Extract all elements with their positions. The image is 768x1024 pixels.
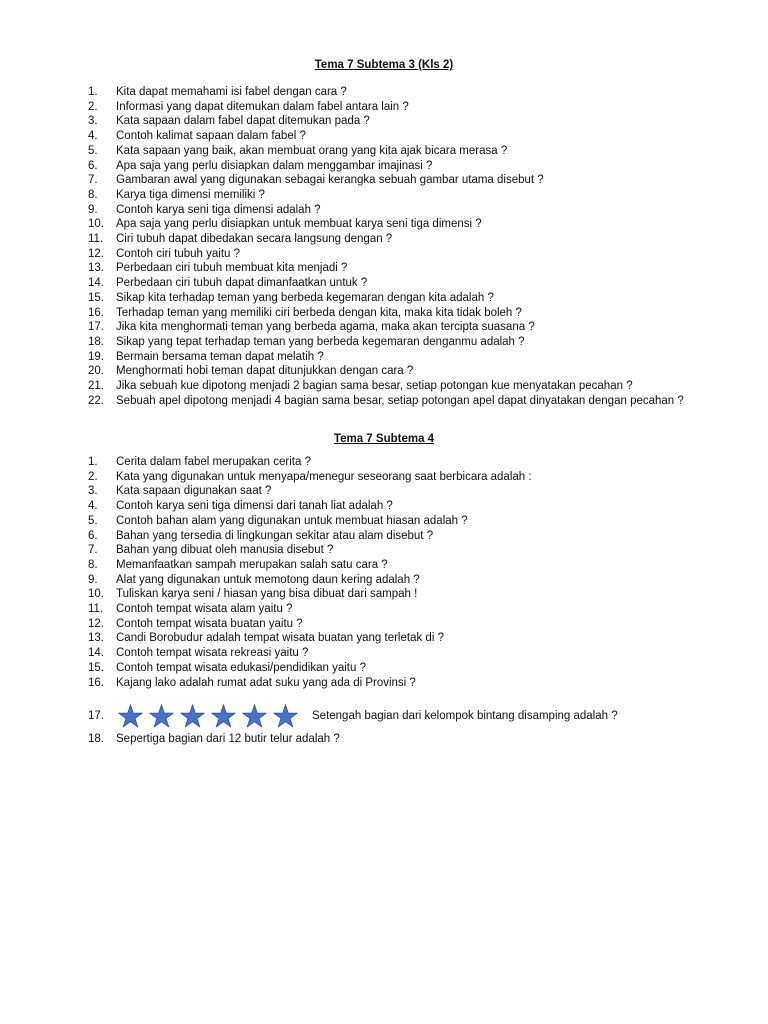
- question-text: Sikap kita terhadap teman yang berbeda kegemaran dengan kita adalah ?: [116, 291, 494, 304]
- list-item: [88, 484, 698, 499]
- question-number: 9.: [88, 203, 98, 216]
- list-item: [88, 247, 698, 262]
- list-item: [88, 159, 698, 174]
- question-number: 2.: [88, 470, 98, 483]
- question-text: Informasi yang dapat ditemukan dalam fabel antara lain ?: [116, 100, 409, 113]
- question-number: 15.: [88, 661, 104, 674]
- question-text: Apa saja yang perlu disiapkan untuk membuat karya seni tiga dimensi ?: [116, 218, 482, 231]
- question-number: 14.: [88, 277, 104, 290]
- list-item: [88, 129, 698, 144]
- question-number: 1.: [88, 456, 98, 468]
- question-number: 11.: [88, 603, 104, 616]
- question-text: Apa saja yang perlu disiapkan dalam menggambar imajinasi ?: [116, 159, 433, 172]
- question-text: Contoh tempat wisata edukasi/pendidikan yaitu ?: [116, 661, 366, 674]
- question-text: Contoh tempat wisata alam yaitu ?: [116, 603, 293, 616]
- list-item: [88, 470, 698, 485]
- question-number: 4.: [88, 130, 98, 143]
- question-number: 20.: [88, 365, 104, 378]
- list-item: [88, 499, 698, 514]
- question-number: 10.: [88, 588, 104, 601]
- question-number: 7.: [88, 544, 98, 557]
- question-number: 21.: [88, 380, 104, 393]
- list-item: [88, 144, 698, 159]
- question-text: Bahan yang dibuat oleh manusia disebut ?: [116, 544, 334, 557]
- question-text: Ciri tubuh dapat dibedakan secara langsung dengan ?: [116, 233, 393, 246]
- question-text: Candi Borobudur adalah tempat wisata buatan yang terletak di ?: [116, 632, 444, 645]
- list-item: [88, 203, 698, 218]
- star-group: [116, 704, 300, 728]
- question-number: 12.: [88, 617, 104, 630]
- list-item: [88, 320, 698, 335]
- question-text: Perbedaan ciri tubuh membuat kita menjadi ?: [116, 262, 348, 275]
- question-number: 16.: [88, 676, 104, 689]
- question-number: 5.: [88, 514, 98, 527]
- question-number: 7.: [88, 174, 98, 187]
- section-2-question-list: [88, 455, 698, 690]
- list-item: [88, 587, 698, 602]
- question-text: Kata sapaan dalam fabel dapat ditemukan pada ?: [116, 115, 370, 128]
- star-icon: [209, 704, 238, 728]
- question-number: 8.: [88, 558, 98, 571]
- question-number: 3.: [88, 485, 98, 498]
- list-item: [88, 631, 698, 646]
- list-item: [88, 617, 698, 632]
- question-number: 1.: [88, 86, 98, 98]
- question-number: 17.: [88, 710, 104, 722]
- question-text: Sepertiga bagian dari 12 butir telur adalah ?: [116, 733, 340, 745]
- list-item: [88, 85, 698, 100]
- list-item: [88, 114, 698, 129]
- question-text: Gambaran awal yang digunakan sebagai kerangka sebuah gambar utama disebut ?: [116, 174, 544, 187]
- question-number: 17.: [88, 321, 104, 334]
- star-question: [88, 704, 698, 728]
- star-icon: [240, 704, 269, 728]
- question-number: 18.: [88, 733, 104, 745]
- list-item: [88, 276, 698, 291]
- question-text: Jika kita menghormati teman yang berbeda agama, maka akan tercipta suasana ?: [116, 321, 535, 334]
- question-number: 14.: [88, 647, 104, 660]
- question-text: Alat yang digunakan untuk memotong daun kering adalah ?: [116, 573, 420, 586]
- list-item: [88, 173, 698, 188]
- list-item: [88, 350, 698, 365]
- list-item: [88, 602, 698, 617]
- question-text: Bermain bersama teman dapat melatih ?: [116, 350, 324, 363]
- list-item: [88, 394, 698, 409]
- list-item: [88, 455, 698, 470]
- question-text: Kata sapaan yang baik, akan membuat orang yang kita ajak bicara merasa ?: [116, 144, 508, 157]
- question-text: Memanfaatkan sampah merupakan salah satu cara ?: [116, 558, 388, 571]
- list-item: [88, 232, 698, 247]
- section-1-question-list: [88, 85, 698, 408]
- list-item: [88, 676, 698, 691]
- list-item: [88, 543, 698, 558]
- question-text: Contoh tempat wisata buatan yaitu ?: [116, 617, 303, 630]
- question-number: 13.: [88, 632, 104, 645]
- question-number: 11.: [88, 233, 104, 246]
- question-text: Perbedaan ciri tubuh dapat dimanfaatkan untuk ?: [116, 277, 368, 290]
- list-item: [88, 306, 698, 321]
- question-number: 18.: [88, 335, 104, 348]
- star-icon: [178, 704, 207, 728]
- section-1-title: Tema 7 Subtema 3 (Kls 2): [314, 59, 454, 71]
- list-item: [88, 646, 698, 661]
- list-item: [88, 661, 698, 676]
- question-number: 13.: [88, 262, 104, 275]
- question-number: 5.: [88, 144, 98, 157]
- question-text: Setengah bagian dari kelompok bintang disamping adalah ?: [312, 710, 618, 722]
- question-text: Karya tiga dimensi memiliki ?: [116, 188, 265, 201]
- list-item: [88, 100, 698, 115]
- section-2-title: Tema 7 Subtema 4: [333, 433, 435, 445]
- question-number: 16.: [88, 306, 104, 319]
- question-number: 4.: [88, 500, 98, 513]
- list-item: [88, 529, 698, 544]
- list-item: [88, 514, 698, 529]
- list-item: [88, 573, 698, 588]
- list-item: [88, 335, 698, 350]
- question-number: 12.: [88, 247, 104, 260]
- question-text: Contoh karya seni tiga dimensi dari tanah liat adalah ?: [116, 500, 393, 513]
- question-text: Contoh tempat wisata rekreasi yaitu ?: [116, 647, 309, 660]
- question-number: 22.: [88, 394, 104, 407]
- question-text: Menghormati hobi teman dapat ditunjukkan dengan cara ?: [116, 365, 414, 378]
- list-item: [88, 291, 698, 306]
- question-number: 19.: [88, 350, 104, 363]
- question-text: Jika sebuah kue dipotong menjadi 2 bagian sama besar, setiap potongan kue menyatakan pecahan ?: [116, 380, 633, 393]
- question-text: Contoh kalimat sapaan dalam fabel ?: [116, 130, 306, 143]
- list-item: [88, 188, 698, 203]
- last-question: [88, 732, 698, 747]
- question-number: 6.: [88, 529, 98, 542]
- question-number: 10.: [88, 218, 104, 231]
- question-text: Tuliskan karya seni / hiasan yang bisa dibuat dari sampah !: [116, 588, 418, 601]
- question-number: 3.: [88, 115, 98, 128]
- list-item: [88, 558, 698, 573]
- question-text: Bahan yang tersedia di lingkungan sekitar atau alam disebut ?: [116, 529, 434, 542]
- star-icon: [147, 704, 176, 728]
- list-item: [88, 364, 698, 379]
- question-number: 15.: [88, 291, 104, 304]
- list-item: [88, 261, 698, 276]
- question-text: Kajang lako adalah rumat adat suku yang ada di Provinsi ?: [116, 676, 416, 689]
- question-number: 9.: [88, 573, 98, 586]
- star-icon: [116, 704, 145, 728]
- list-item: [88, 379, 698, 394]
- question-text: Kata yang digunakan untuk menyapa/menegur seseorang saat berbicara adalah :: [116, 470, 532, 483]
- question-text: Sikap yang tepat terhadap teman yang berbeda kegemaran denganmu adalah ?: [116, 335, 525, 348]
- question-text: Contoh bahan alam yang digunakan untuk membuat hiasan adalah ?: [116, 514, 468, 527]
- question-number: 2.: [88, 100, 98, 113]
- question-text: Contoh ciri tubuh yaitu ?: [116, 247, 241, 260]
- star-icon: [271, 704, 300, 728]
- question-text: Sebuah apel dipotong menjadi 4 bagian sama besar, setiap potongan apel dapat dinyatakan dengan pecahan ?: [116, 394, 684, 407]
- question-text: Cerita dalam fabel merupakan cerita ?: [116, 456, 311, 468]
- question-text: Kita dapat memahami isi fabel dengan cara ?: [116, 86, 347, 98]
- question-number: 6.: [88, 159, 98, 172]
- question-text: Terhadap teman yang memiliki ciri berbeda dengan kita, maka kita tidak boleh ?: [116, 306, 522, 319]
- question-text: Kata sapaan digunakan saat ?: [116, 485, 272, 498]
- list-item: [88, 732, 698, 747]
- question-text: Contoh karya seni tiga dimensi adalah ?: [116, 203, 321, 216]
- list-item: [88, 217, 698, 232]
- question-number: 8.: [88, 188, 98, 201]
